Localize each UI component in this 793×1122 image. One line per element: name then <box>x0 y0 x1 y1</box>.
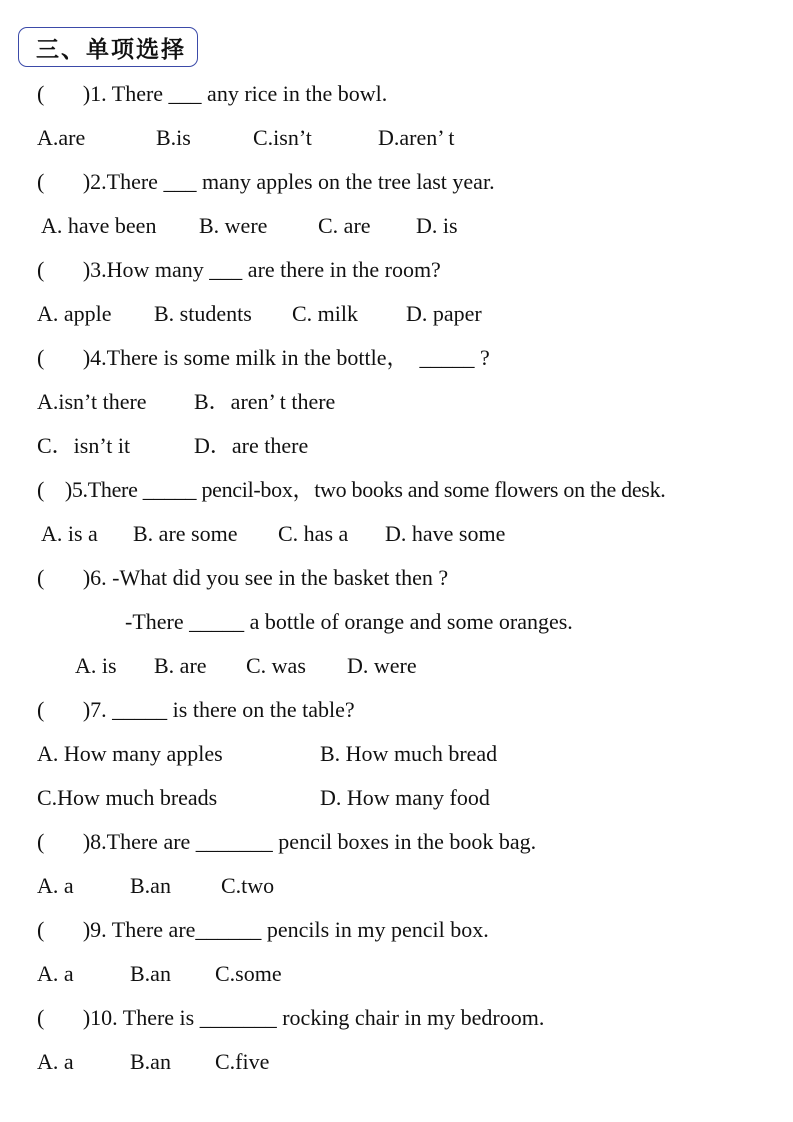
question-7-option-b: B. How much bread <box>320 741 498 766</box>
question-1-option-a: A.are <box>37 125 86 150</box>
question-5-option-b: B. are some <box>133 521 238 546</box>
question-1-option-b: B.is <box>156 125 191 150</box>
question-2-option-a: A. have been <box>41 213 157 238</box>
question-3-stem: ( )3.How many ___ are there in the room? <box>37 257 441 282</box>
question-1-option-d: D.aren’ t <box>378 125 455 150</box>
question-10-option-b: B.an <box>130 1049 171 1074</box>
question-1-option-c: C.isn’t <box>253 125 312 150</box>
question-4-option-d: D．are there <box>194 433 309 458</box>
question-8-option-b: B.an <box>130 873 171 898</box>
question-2-option-b: B. were <box>199 213 268 238</box>
question-4-option-c: C．isn’t it <box>37 433 131 458</box>
question-8-stem: ( )8.There are _______ pencil boxes in the book bag. <box>37 829 537 854</box>
question-6-option-d: D. were <box>347 653 417 678</box>
question-7-stem: ( )7. _____ is there on the table? <box>37 697 355 722</box>
question-6-option-b: B. are <box>154 653 207 678</box>
question-8-option-a: A. a <box>37 873 74 898</box>
question-5-option-c: C. has a <box>278 521 349 546</box>
question-6-option-a: A. is <box>75 653 117 678</box>
question-2-stem: ( )2.There ___ many apples on the tree last year. <box>37 169 495 194</box>
question-3-option-d: D. paper <box>406 301 482 326</box>
question-6-option-c: C. was <box>246 653 306 678</box>
question-10-option-c: C.five <box>215 1049 270 1074</box>
question-1-stem: ( )1. There ___ any rice in the bowl. <box>37 81 388 106</box>
question-7-option-d: D. How many food <box>320 785 490 810</box>
question-2-option-c: C. are <box>318 213 371 238</box>
question-5-stem: ( )5.There _____ pencil-box，two books and some flowers on the desk. <box>37 477 666 502</box>
question-3-option-a: A. apple <box>37 301 112 326</box>
question-4-option-b: B．aren’ t there <box>194 389 336 414</box>
question-7-option-c: C.How much breads <box>37 785 218 810</box>
question-5-option-a: A. is a <box>41 521 98 546</box>
question-9-option-b: B.an <box>130 961 171 986</box>
question-4-stem: ( )4.There is some milk in the bottle， _____ ? <box>37 345 490 370</box>
question-9-option-a: A. a <box>37 961 74 986</box>
question-5-option-d: D. have some <box>385 521 506 546</box>
question-9-option-c: C.some <box>215 961 282 986</box>
section-title: 三、单项选择 <box>36 37 186 63</box>
question-3-option-c: C. milk <box>292 301 359 326</box>
question-10-option-a: A. a <box>37 1049 74 1074</box>
question-10-stem: ( )10. There is _______ rocking chair in my bedroom. <box>37 1005 545 1030</box>
question-7-option-a: A. How many apples <box>37 741 223 766</box>
question-6-stem-line-2: -There _____ a bottle of orange and some oranges. <box>125 609 573 634</box>
question-6-stem: ( )6. -What did you see in the basket then ? <box>37 565 449 590</box>
question-2-option-d: D. is <box>416 213 458 238</box>
question-8-option-c: C.two <box>221 873 275 898</box>
question-4-option-a: A.isn’t there <box>37 389 147 414</box>
question-9-stem: ( )9. There are______ pencils in my pencil box. <box>37 917 489 942</box>
question-3-option-b: B. students <box>154 301 252 326</box>
